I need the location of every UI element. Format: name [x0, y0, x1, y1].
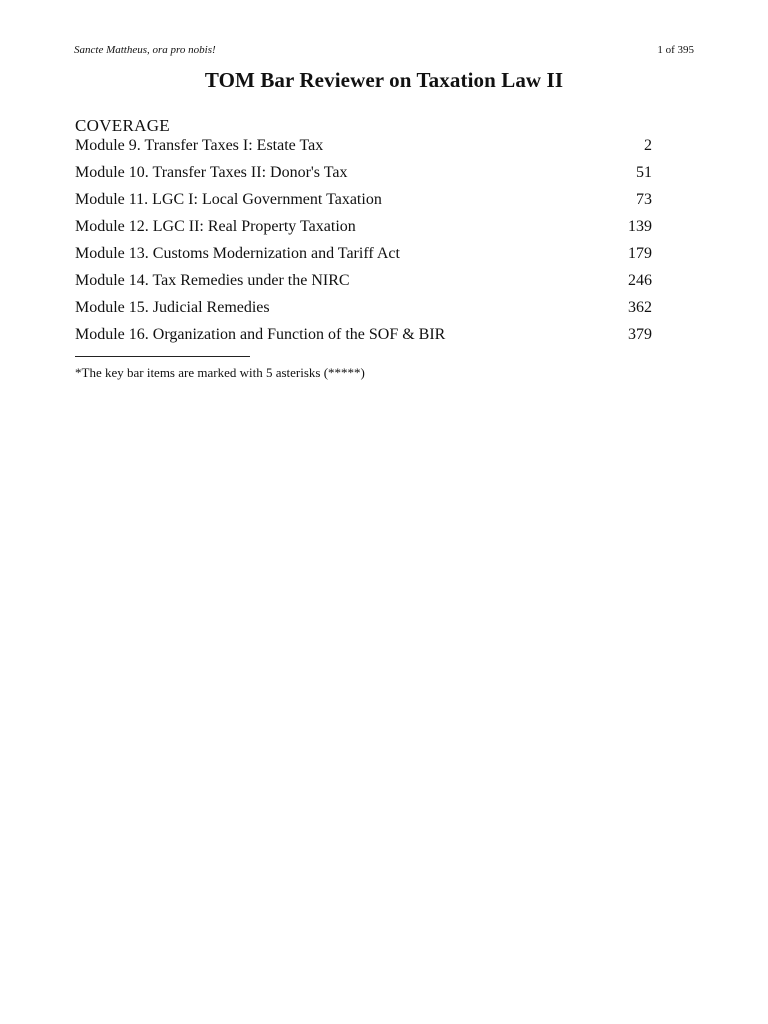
toc-entry-page: 51 — [636, 164, 652, 181]
toc-entry-page: 379 — [628, 326, 652, 343]
toc-entry-label: Module 16. Organization and Function of the SOF & BIR — [75, 326, 446, 343]
toc-entry-page: 73 — [636, 191, 652, 208]
toc-entry-label: Module 15. Judicial Remedies — [75, 299, 270, 316]
toc-row — [75, 244, 652, 271]
toc-entry-page: 139 — [628, 218, 652, 235]
toc-entry-label: Module 9. Transfer Taxes I: Estate Tax — [75, 137, 324, 154]
footnote-separator — [75, 356, 250, 357]
toc-row — [75, 136, 652, 163]
page-counter: 1 of 395 — [657, 44, 694, 56]
table-of-contents — [75, 136, 652, 352]
coverage-heading: COVERAGE — [75, 116, 170, 135]
toc-entry-label: Module 14. Tax Remedies under the NIRC — [75, 272, 350, 289]
header-motto: Sancte Mattheus, ora pro nobis! — [74, 44, 216, 56]
toc-row — [75, 190, 652, 217]
toc-entry-label: Module 13. Customs Modernization and Tariff Act — [75, 245, 400, 262]
toc-entry-label: Module 12. LGC II: Real Property Taxation — [75, 218, 356, 235]
toc-entry-label: Module 11. LGC I: Local Government Taxation — [75, 191, 382, 208]
footnote: *The key bar items are marked with 5 asterisks (*****) — [75, 365, 365, 380]
toc-entry-page: 362 — [628, 299, 652, 316]
toc-entry-page: 179 — [628, 245, 652, 262]
toc-row — [75, 271, 652, 298]
toc-entry-label: Module 10. Transfer Taxes II: Donor's Tax — [75, 164, 348, 181]
toc-row — [75, 325, 652, 352]
running-header — [74, 44, 694, 56]
toc-entry-page: 246 — [628, 272, 652, 289]
toc-row — [75, 217, 652, 244]
toc-row — [75, 163, 652, 190]
toc-entry-page: 2 — [644, 137, 652, 154]
document-title: TOM Bar Reviewer on Taxation Law II — [204, 68, 564, 92]
toc-row — [75, 298, 652, 325]
